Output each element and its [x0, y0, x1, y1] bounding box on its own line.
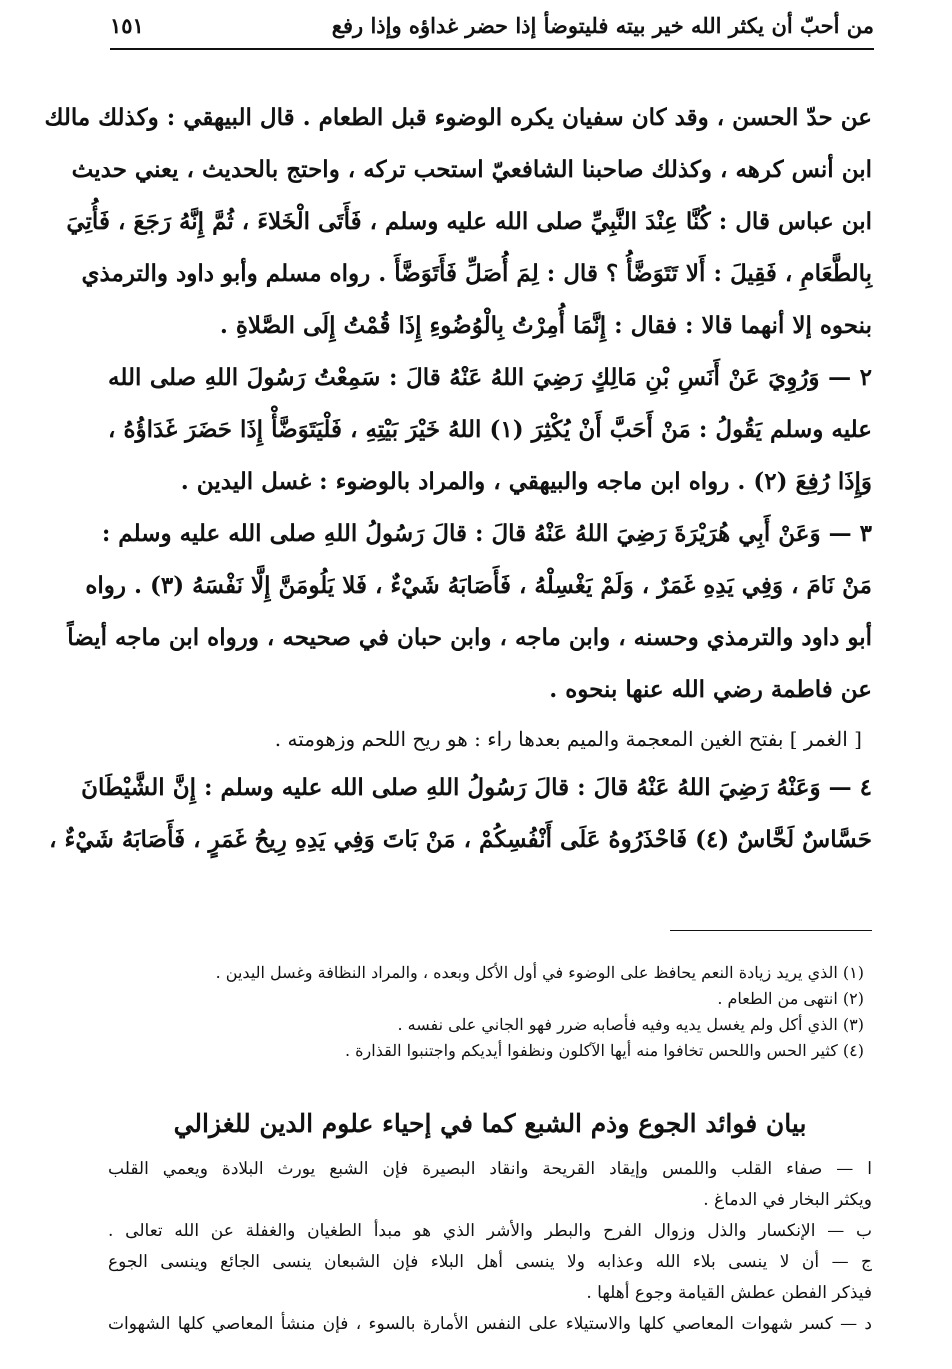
footnote-separator: [670, 930, 872, 931]
benefit-line: فيذكر الفطن عطش القيامة وجوع أهلها .: [586, 1283, 872, 1303]
page-number: ١٥١: [110, 12, 144, 38]
footnote-2: (٢) انتهى من الطعام .: [717, 989, 864, 1008]
body-line: بنحوه إلا أنهما قالا : فقال : إِنَّمَا أُمِرْتُ بِالْوُضُوءِ إِذَا قُمْتُ إِلَى الصَّلاةِ .: [219, 312, 872, 339]
footnote-4: (٤) كثير الحس واللحس تخافوا منه أيها الآكلون ونظفوا أيديكم واجتنبوا القذارة .: [344, 1041, 864, 1060]
hadith-3-line: عن فاطمة رضي الله عنها بنحوه .: [549, 676, 872, 703]
body-line: ابن أنس كرهه ، وكذلك صاحبنا الشافعيّ استحب تركه ، واحتج بالحديث ، يعني حديث: [71, 156, 872, 183]
benefit-line: ب — الإنكسار والذل وزوال الفرح والبطر والأشر الذي هو مبدأ الطغيان والغفلة عن الله تعالى .: [108, 1221, 872, 1241]
hadith-3-line: أبو داود والترمذي وحسنه ، وابن ماجه ، وابن حبان في صحيحه ، ورواه ابن ماجه أيضاً: [67, 624, 872, 651]
benefit-line: ا — صفاء القلب واللمس وإيقاد القريحة وانقاد البصيرة فإن الشبع يورث البلادة ويعمي القلب: [108, 1159, 872, 1179]
benefit-line: ويكثر البخار في الدماغ .: [703, 1190, 872, 1210]
body-line: ابن عباس قال : كُنَّا عِنْدَ النَّبِيِّ صلى الله عليه وسلم ، فَأَتَى الْخَلاءَ ، ثُمَّ إِنَّهُ رَجَعَ ، فَأُتِيَ: [66, 208, 872, 235]
hadith-2-line: عليه وسلم يَقُولُ : مَنْ أَحَبَّ أَنْ يُكْثِرَ (١) اللهُ خَيْرَ بَيْتِهِ ، فَلْيَتَوَضَّأْ إِذَا حَضَرَ غَدَاؤُهُ ،: [108, 416, 872, 443]
running-title: من أحبّ أن يكثر الله خير بيته فليتوضأ إذا حضر غداؤه وإذا رفع: [331, 12, 874, 38]
footnote-3: (٣) الذي أكل ولم يغسل يديه وفيه فأصابه ضرر فهو الجاني على نفسه .: [397, 1015, 864, 1034]
hadith-4-line: ٤ — وَعَنْهُ رَضِيَ اللهُ عَنْهُ قالَ : قالَ رَسُولُ اللهِ صلى الله عليه وسلم : إِنَّ الشَّيْطَانَ: [81, 774, 872, 801]
glossary-note: [ الغمر ] بفتح الغين المعجمة والميم بعدها راء : هو ريح اللحم وزهومته .: [274, 727, 862, 751]
body-line: بِالطَّعَامِ ، فَقِيلَ : أَلا تَتَوَضَّأُ ؟ قال : لِمَ أُصَلِّ فَأَتَوَضَّأَ . رواه مسلم وأبو داود والترمذي: [81, 260, 872, 287]
footnote-1: (١) الذي يريد زيادة النعم يحافظ على الوضوء في أول الأكل وبعده ، والمراد النظافة وغسل اليدين .: [215, 963, 864, 982]
section-title: بيان فوائد الجوع وذم الشبع كما في إحياء علوم الدين للغزالي: [173, 1109, 807, 1138]
benefit-line: د — كسر شهوات المعاصي كلها والاستيلاء على النفس الأمارة بالسوء ، فإن منشأ المعاصي كلها الشهوات: [108, 1314, 872, 1334]
hadith-3-line: مَنْ نَامَ ، وَفِي يَدِهِ غَمَرٌ ، وَلَمْ يَغْسِلْهُ ، فَأَصَابَهُ شَيْءٌ ، فَلا يَلُومَنَّ إِلَّا نَفْسَهُ (٣) . رواه: [85, 572, 872, 599]
hadith-2-line: وَإِذَا رُفِعَ (٢) . رواه ابن ماجه والبيهقي ، والمراد بالوضوء : غسل اليدين .: [180, 468, 872, 495]
hadith-2-line: ٢ — وَرُوِيَ عَنْ أَنَسِ بْنِ مَالِكٍ رَضِيَ اللهُ عَنْهُ قالَ : سَمِعْتُ رَسُولَ اللهِ صلى الله: [108, 364, 872, 391]
hadith-3-line: ٣ — وَعَنْ أَبِي هُرَيْرَةَ رَضِيَ اللهُ عَنْهُ قالَ : قالَ رَسُولُ اللهِ صلى الله عليه وسلم :: [101, 520, 872, 547]
benefits-list: [108, 1154, 872, 1340]
hadith-4-line: حَسَّاسٌ لَحَّاسٌ (٤) فَاحْذَرُوهُ عَلَى أَنْفُسِكُمْ ، مَنْ بَاتَ وَفِي يَدِهِ رِيحُ غَمَرٍ ، فَأَصَابَهُ شَيْءٌ ،: [49, 826, 872, 853]
header-rule: [110, 48, 874, 50]
main-text: [44, 92, 872, 866]
page-header: [110, 8, 874, 42]
body-line: عن حدّ الحسن ، وقد كان سفيان يكره الوضوء قبل الطعام . قال البيهقي : وكذلك مالك: [44, 104, 872, 131]
footnotes: [120, 960, 864, 1064]
benefit-line: ج — أن لا ينسى بلاء الله وعذابه ولا ينسى أهل البلاء فإن الشبعان ينسى الجائع وينسى الجوع: [108, 1252, 872, 1272]
